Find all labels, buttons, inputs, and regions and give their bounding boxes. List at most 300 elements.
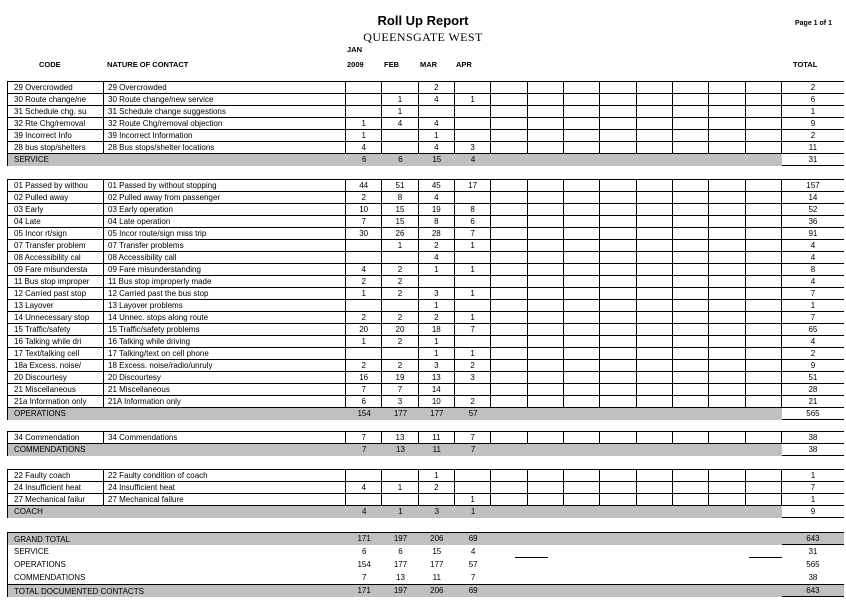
- month-cell: [709, 336, 745, 347]
- month-cell: [491, 470, 527, 481]
- month-cell: [709, 494, 745, 505]
- month-cell: [709, 252, 745, 263]
- month-cell: [709, 142, 745, 153]
- month-cell: [673, 545, 709, 558]
- total-cell: 1: [810, 470, 816, 480]
- month-cell: [564, 154, 600, 166]
- month-cell: [564, 204, 600, 215]
- code-cell: 30 Route change/ne: [8, 94, 104, 105]
- column-header-2009: 2009: [347, 60, 364, 69]
- month-cell: 197: [393, 534, 408, 543]
- nature-cell: 15 Traffic/safety problems: [104, 324, 346, 335]
- table-row: [8, 180, 844, 192]
- month-cell: [600, 533, 636, 545]
- month-cell: [673, 118, 709, 129]
- summary-label-cell: COMMENDATIONS: [14, 573, 86, 582]
- total-cell: 565: [782, 408, 844, 420]
- table-row: [8, 384, 844, 396]
- month-cell: [746, 384, 782, 395]
- summary-row: [8, 584, 844, 597]
- month-cell: [528, 288, 564, 299]
- month-cell: 11: [419, 432, 455, 443]
- month-cell: [637, 432, 673, 443]
- month-cell: [673, 408, 709, 420]
- month-cell: [564, 192, 600, 203]
- section-table-coach: [7, 469, 844, 518]
- month-cell: [564, 494, 600, 505]
- month-cell: [600, 106, 636, 117]
- month-cell: 51: [382, 180, 418, 191]
- month-cell: [637, 154, 673, 166]
- total-cell: 565: [806, 559, 820, 569]
- month-cell: [746, 252, 782, 263]
- month-cell: [673, 216, 709, 227]
- month-cell: 19: [382, 372, 418, 383]
- month-cell: [709, 94, 745, 105]
- report-subtitle: QUEENSGATE WEST: [363, 30, 483, 44]
- month-cell: [564, 360, 600, 371]
- month-cell: 4: [419, 94, 455, 105]
- table-row: [8, 432, 844, 444]
- month-cell: [746, 494, 782, 505]
- month-cell: [709, 228, 745, 239]
- total-cell: 9: [782, 506, 844, 518]
- month-cell: [491, 142, 527, 153]
- month-cell: [528, 252, 564, 263]
- table-row: [8, 300, 844, 312]
- month-cell: 13: [419, 372, 455, 383]
- month-cell: 20: [346, 324, 382, 335]
- month-cell: 3: [455, 142, 491, 153]
- month-cell: [491, 432, 527, 443]
- total-cell: 28: [808, 384, 818, 394]
- month-cell: 206: [430, 534, 444, 543]
- month-cell: 6: [398, 546, 403, 556]
- month-cell: [600, 312, 636, 323]
- month-cell: [491, 533, 527, 545]
- month-cell: 7: [455, 432, 491, 443]
- nature-cell: 13 Layover problems: [104, 300, 346, 311]
- month-cell: [709, 533, 745, 545]
- month-cell: [564, 571, 600, 584]
- month-cell: [709, 384, 745, 395]
- code-cell: 17 Text/talking cell: [8, 348, 104, 359]
- month-cell: [600, 154, 636, 166]
- month-cell: [491, 444, 527, 456]
- month-cell: [491, 264, 527, 275]
- month-cell: [637, 82, 673, 93]
- month-cell: [637, 300, 673, 311]
- month-cell: [564, 482, 600, 493]
- month-cell: [709, 300, 745, 311]
- month-cell: [600, 482, 636, 493]
- month-cell: [709, 180, 745, 191]
- month-cell: [491, 372, 527, 383]
- month-cell: [528, 154, 564, 166]
- report-title: Roll Up Report: [377, 13, 469, 28]
- table-row: [8, 118, 844, 130]
- month-cell: 4: [346, 142, 382, 153]
- month-cell: [746, 558, 782, 571]
- month-cell: [673, 494, 709, 505]
- month-cell: [746, 348, 782, 359]
- table-row: [8, 276, 844, 288]
- month-cell: 4: [419, 118, 455, 129]
- month-cell: 1: [455, 264, 491, 275]
- month-cell: [637, 264, 673, 275]
- month-cell: 4: [346, 264, 382, 275]
- month-cell: 2: [419, 312, 455, 323]
- month-cell: [637, 106, 673, 117]
- month-cell: 6: [455, 216, 491, 227]
- month-cell: [709, 360, 745, 371]
- total-cell: 643: [782, 585, 844, 597]
- month-cell: 8: [419, 216, 455, 227]
- total-cell: 4: [810, 240, 816, 250]
- month-cell: [564, 470, 600, 481]
- month-cell: [673, 372, 709, 383]
- total-cell: 1: [810, 106, 816, 116]
- month-cell: [564, 324, 600, 335]
- month-cell: [491, 571, 527, 584]
- month-cell: 2: [382, 360, 418, 371]
- month-cell: [491, 312, 527, 323]
- table-row: [8, 312, 844, 324]
- nature-cell: 39 Incorrect Information: [104, 130, 346, 141]
- month-cell: [637, 130, 673, 141]
- month-cell: 1: [382, 482, 418, 493]
- month-cell: [528, 276, 564, 287]
- month-cell: [746, 470, 782, 481]
- column-header-feb: FEB: [384, 60, 399, 69]
- month-cell: [709, 192, 745, 203]
- month-cell: [637, 216, 673, 227]
- month-cell: [491, 384, 527, 395]
- total-cell: 643: [782, 533, 844, 545]
- nature-cell: 31 Schedule change suggestions: [104, 106, 346, 117]
- month-cell: [637, 276, 673, 287]
- month-cell: [709, 130, 745, 141]
- code-cell: 39 Incorrect Info: [8, 130, 104, 141]
- total-cell: 1: [810, 494, 816, 504]
- month-cell: 6: [346, 154, 382, 166]
- total-cell: 9: [810, 118, 816, 128]
- month-cell: 1: [419, 130, 455, 141]
- nature-cell: 32 Route Chg/removal objection: [104, 118, 346, 129]
- column-header-nature: NATURE OF CONTACT: [107, 60, 189, 69]
- month-cell: [382, 82, 418, 93]
- nature-cell: 11 Bus stop improperly made: [104, 276, 346, 287]
- month-cell: 1: [455, 348, 491, 359]
- month-cell: [600, 192, 636, 203]
- month-cell: [709, 106, 745, 117]
- month-cell: [600, 545, 636, 558]
- month-cell: 4: [419, 252, 455, 263]
- month-cell: 1: [419, 300, 455, 311]
- month-cell: [455, 384, 491, 395]
- month-cell: 2: [382, 276, 418, 287]
- month-cell: [600, 558, 636, 571]
- code-cell: 13 Layover: [8, 300, 104, 311]
- month-cell: [709, 506, 745, 518]
- month-cell: [709, 372, 745, 383]
- code-cell: 29 Overcrowded: [8, 82, 104, 93]
- total-cell: 2: [810, 82, 816, 92]
- month-cell: [746, 204, 782, 215]
- total-cell: 2: [810, 130, 816, 140]
- month-cell: [528, 324, 564, 335]
- nature-cell: 34 Commendations: [104, 432, 346, 443]
- month-cell: [673, 348, 709, 359]
- month-cell: [673, 142, 709, 153]
- month-cell: [564, 533, 600, 545]
- column-header-total: TOTAL: [793, 60, 818, 69]
- total-cell: 14: [808, 192, 818, 202]
- month-cell: [491, 82, 527, 93]
- month-cell: [673, 180, 709, 191]
- month-cell: [600, 384, 636, 395]
- month-cell: [709, 82, 745, 93]
- month-cell: [528, 585, 564, 597]
- month-cell: 7: [455, 228, 491, 239]
- nature-cell: 07 Transfer problems: [104, 240, 346, 251]
- month-cell: [746, 154, 782, 166]
- month-cell: [673, 585, 709, 597]
- total-cell: 21: [808, 396, 818, 406]
- month-cell: 1: [419, 348, 455, 359]
- month-cell: [673, 312, 709, 323]
- month-cell: [637, 142, 673, 153]
- month-cell: 7: [455, 324, 491, 335]
- month-cell: 2: [419, 482, 455, 493]
- table-row: [8, 216, 844, 228]
- month-cell: [673, 482, 709, 493]
- month-cell: [528, 130, 564, 141]
- month-cell: [637, 470, 673, 481]
- month-cell: [491, 228, 527, 239]
- month-cell: 4: [346, 506, 382, 518]
- month-cell: 26: [382, 228, 418, 239]
- month-cell: [491, 180, 527, 191]
- summary-row: [8, 571, 844, 584]
- month-cell: [637, 312, 673, 323]
- code-cell: 12 Carried past stop: [8, 288, 104, 299]
- month-cell: [564, 142, 600, 153]
- table-row: [8, 106, 844, 118]
- month-cell: 13: [382, 444, 418, 456]
- nature-cell: 28 Bus stops/shelter locations: [104, 142, 346, 153]
- code-cell: 34 Commendation: [8, 432, 104, 443]
- code-cell: 21 Miscellaneous: [8, 384, 104, 395]
- month-cell: [491, 94, 527, 105]
- total-cell: 157: [806, 180, 820, 190]
- summary-label-cell: SERVICE: [14, 547, 49, 556]
- month-cell: [637, 204, 673, 215]
- month-cell: 1: [346, 118, 382, 129]
- month-cell: [709, 276, 745, 287]
- month-cell: [673, 558, 709, 571]
- code-cell: 22 Faulty coach: [8, 470, 104, 481]
- total-cell: 6: [810, 94, 816, 104]
- month-cell: 7: [361, 572, 367, 582]
- month-cell: 20: [382, 324, 418, 335]
- section-table-service: [7, 81, 844, 166]
- month-cell: 1: [455, 288, 491, 299]
- month-cell: [746, 300, 782, 311]
- month-cell: [564, 252, 600, 263]
- month-cell: [564, 312, 600, 323]
- month-cell: [746, 288, 782, 299]
- month-cell: 154: [357, 559, 371, 569]
- month-cell: [637, 118, 673, 129]
- total-cell: 9: [810, 360, 816, 370]
- code-cell: 15 Traffic/safety: [8, 324, 104, 335]
- month-cell: [637, 348, 673, 359]
- month-cell: [709, 432, 745, 443]
- month-cell: [746, 432, 782, 443]
- month-cell: [382, 252, 418, 263]
- month-cell: [455, 252, 491, 263]
- month-cell: [673, 470, 709, 481]
- month-cell: 6: [346, 396, 382, 407]
- nature-cell: 08 Accessibility call: [104, 252, 346, 263]
- month-cell: [346, 494, 382, 505]
- month-cell: [637, 533, 673, 545]
- month-cell: [673, 324, 709, 335]
- table-row: [8, 264, 844, 276]
- month-cell: [600, 444, 636, 456]
- nature-cell: 02 Pulled away from passenger: [104, 192, 346, 203]
- month-cell: [564, 228, 600, 239]
- month-cell: [491, 360, 527, 371]
- month-cell: [673, 228, 709, 239]
- month-cell: [564, 264, 600, 275]
- month-cell: 2: [419, 240, 455, 251]
- total-cell: 4: [810, 276, 816, 286]
- month-cell: [709, 118, 745, 129]
- month-cell: 1: [346, 130, 382, 141]
- code-cell: 07 Transfer problem: [8, 240, 104, 251]
- month-cell: [382, 130, 418, 141]
- month-cell: [382, 300, 418, 311]
- month-cell: 2: [419, 82, 455, 93]
- summary-row: [8, 558, 844, 571]
- month-cell: [746, 372, 782, 383]
- section-total-row: [8, 408, 844, 420]
- month-cell: 206: [430, 586, 444, 595]
- code-cell: 02 Pulled away: [8, 192, 104, 203]
- nature-cell: 05 Incor route/sign miss trip: [104, 228, 346, 239]
- month-cell: [528, 494, 564, 505]
- month-cell: [746, 324, 782, 335]
- month-cell: 69: [468, 534, 478, 543]
- total-cell: 38: [808, 432, 818, 442]
- month-cell: [528, 348, 564, 359]
- month-cell: [746, 264, 782, 275]
- month-cell: [637, 180, 673, 191]
- month-cell: [528, 482, 564, 493]
- month-cell: [600, 252, 636, 263]
- month-cell: [746, 585, 782, 597]
- month-cell: [637, 558, 673, 571]
- month-cell: [491, 118, 527, 129]
- month-cell: [564, 384, 600, 395]
- month-cell: [600, 494, 636, 505]
- month-cell: [491, 545, 527, 558]
- total-cell: 91: [808, 228, 818, 238]
- month-cell: 1: [382, 240, 418, 251]
- month-cell: [564, 372, 600, 383]
- month-cell: 1: [382, 94, 418, 105]
- month-cell: [673, 432, 709, 443]
- month-cell: [600, 82, 636, 93]
- month-cell: [528, 240, 564, 251]
- month-cell: [746, 180, 782, 191]
- month-cell: [564, 585, 600, 597]
- table-row: [8, 396, 844, 408]
- month-cell: [746, 506, 782, 518]
- month-cell: [600, 432, 636, 443]
- month-cell: 13: [396, 572, 405, 582]
- column-header-mar: MAR: [420, 60, 438, 69]
- month-cell: [673, 444, 709, 456]
- total-cell: 7: [810, 312, 816, 322]
- total-cell: 52: [808, 204, 818, 214]
- month-cell: [673, 94, 709, 105]
- section-table-commendations: [7, 431, 844, 456]
- total-cell: 38: [782, 444, 844, 456]
- month-cell: [346, 94, 382, 105]
- month-cell: 15: [382, 216, 418, 227]
- month-cell: [491, 252, 527, 263]
- section-total-row: [8, 444, 844, 456]
- table-row: [8, 240, 844, 252]
- month-cell: [346, 240, 382, 251]
- month-cell: [600, 204, 636, 215]
- code-cell: 27 Mechanical failur: [8, 494, 104, 505]
- month-cell: [528, 94, 564, 105]
- month-cell: [564, 444, 600, 456]
- month-cell: 6: [382, 154, 418, 166]
- month-cell: [746, 216, 782, 227]
- month-cell: [673, 300, 709, 311]
- month-cell: 2: [346, 276, 382, 287]
- month-cell: 3: [455, 372, 491, 383]
- month-cell: 18: [419, 324, 455, 335]
- month-cell: 30: [346, 228, 382, 239]
- month-cell: 3: [382, 396, 418, 407]
- month-cell: [600, 506, 636, 518]
- code-cell: 21a Information only: [8, 396, 104, 407]
- month-cell: [455, 276, 491, 287]
- month-cell: [637, 408, 673, 420]
- month-cell: [637, 506, 673, 518]
- month-cell: [673, 571, 709, 584]
- code-cell: 09 Fare misundersta: [8, 264, 104, 275]
- month-cell: [709, 154, 745, 166]
- month-cell: [600, 324, 636, 335]
- month-cell: [346, 300, 382, 311]
- month-cell: [382, 348, 418, 359]
- month-cell: [637, 288, 673, 299]
- month-cell: [637, 324, 673, 335]
- nature-cell: 22 Faulty condition of coach: [104, 470, 346, 481]
- nature-cell: 01 Passed by without stopping: [104, 180, 346, 191]
- month-cell: [528, 264, 564, 275]
- month-cell: [746, 130, 782, 141]
- month-cell: 7: [346, 216, 382, 227]
- month-cell: [637, 396, 673, 407]
